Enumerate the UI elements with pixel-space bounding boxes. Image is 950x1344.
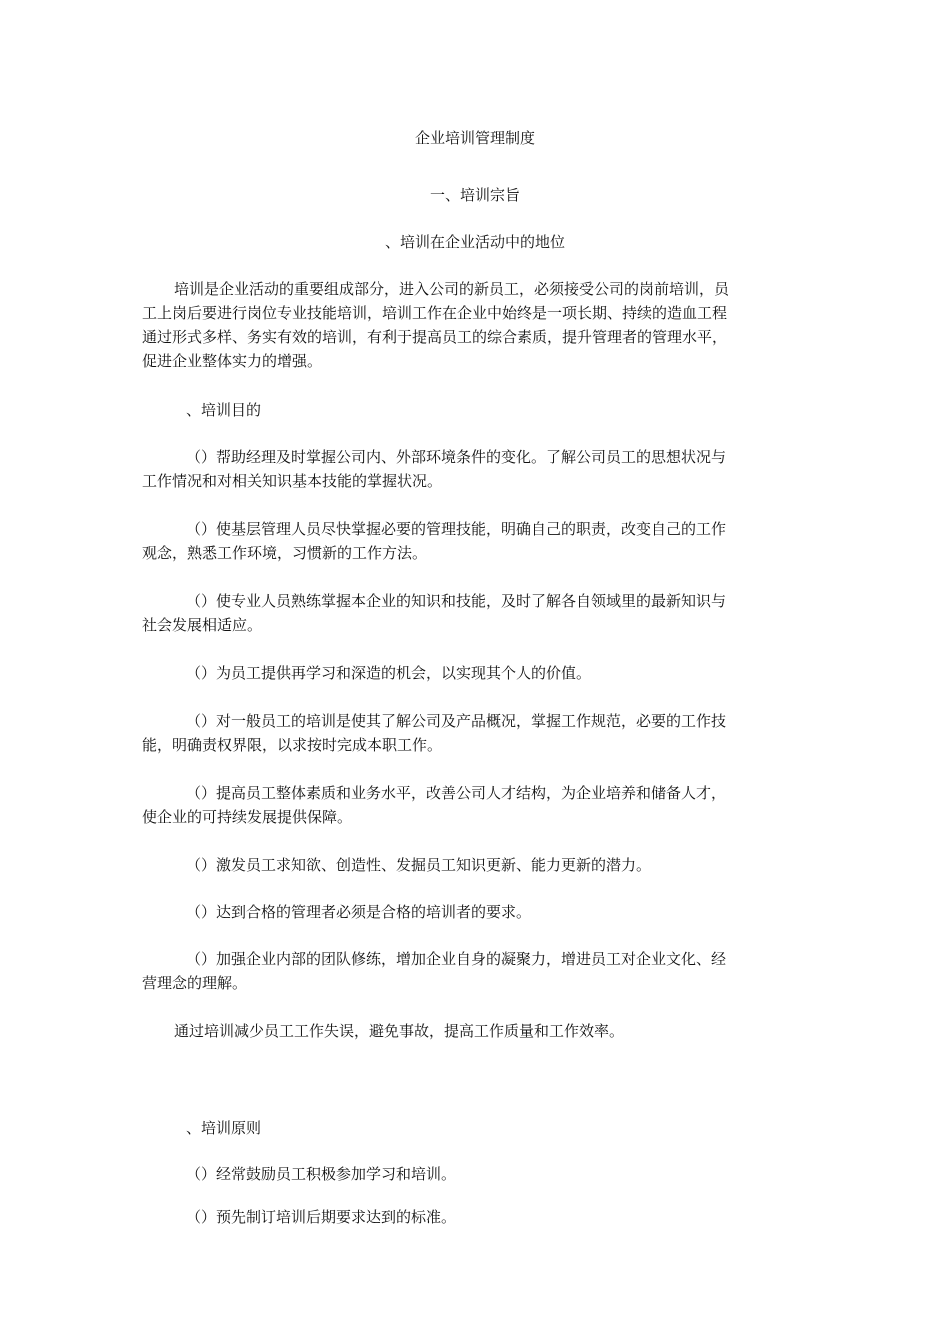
goal-item-line: （）激发员工求知欲、创造性、发掘员工知识更新、能力更新的潜力。	[186, 856, 652, 874]
paragraph-line: 培训是企业活动的重要组成部分，进入公司的新员工，必须接受公司的岗前培训，员	[174, 280, 730, 298]
goal-item	[142, 853, 651, 877]
subsection-heading-status: 、培训在企业活动中的地位	[384, 233, 565, 251]
goal-item-line: 能，明确责权界限，以求按时完成本职工作。	[142, 736, 443, 754]
goal-item-line: 工作情况和对相关知识基本技能的掌握状况。	[142, 472, 443, 490]
principle-item: （）经常鼓励员工积极参加学习和培训。	[186, 1165, 457, 1183]
goal-item	[142, 517, 726, 565]
goal-item	[142, 589, 726, 637]
goal-item-line: （）帮助经理及时掌握公司内、外部环境条件的变化。了解公司员工的思想状况与	[186, 448, 727, 466]
goal-item-line: 营理念的理解。	[142, 974, 248, 992]
principle-item: （）预先制订培训后期要求达到的标准。	[186, 1208, 457, 1226]
goal-item-line: 社会发展相适应。	[142, 616, 263, 634]
goal-item-line: 使企业的可持续发展提供保障。	[142, 808, 353, 826]
document-title: 企业培训管理制度	[414, 129, 535, 147]
goal-item-line: （）使专业人员熟练掌握本企业的知识和技能，及时了解各自领域里的最新知识与	[186, 592, 727, 610]
goal-item-line: （）为员工提供再学习和深造的机会，以实现其个人的价值。	[186, 664, 592, 682]
goal-item-line: （）使基层管理人员尽快掌握必要的管理技能，明确自己的职责，改变自己的工作	[186, 520, 727, 538]
paragraph-line: 促进企业整体实力的增强。	[142, 352, 323, 370]
paragraph-line: 工上岗后要进行岗位专业技能培训，培训工作在企业中始终是一项长期、持续的造血工程	[142, 304, 728, 322]
goals-closing-text: 通过培训减少员工工作失误，避免事故，提高工作质量和工作效率。	[174, 1022, 625, 1040]
goal-item	[142, 709, 726, 757]
goal-item-line: （）达到合格的管理者必须是合格的培训者的要求。	[186, 903, 532, 921]
paragraph-line: 通过形式多样、务实有效的培训，有利于提高员工的综合素质，提升管理者的管理水平，	[142, 328, 728, 346]
goal-item	[142, 947, 726, 995]
goal-item-line: （）提高员工整体素质和业务水平，改善公司人才结构，为企业培养和储备人才，	[186, 784, 727, 802]
goal-item	[142, 781, 726, 829]
subsection-heading-principles: 、培训原则	[186, 1119, 262, 1137]
goal-item	[142, 900, 531, 924]
goal-item-line: （）对一般员工的培训是使其了解公司及产品概况，掌握工作规范，必要的工作技	[186, 712, 727, 730]
goal-item	[142, 445, 726, 493]
paragraph-status	[142, 277, 729, 373]
goal-item-line: 观念，熟悉工作环境，习惯新的工作方法。	[142, 544, 428, 562]
section-heading-training-purpose: 一、培训宗旨	[429, 186, 520, 204]
subsection-heading-goals: 、培训目的	[186, 401, 262, 419]
goal-item	[142, 661, 591, 685]
goal-item-line: （）加强企业内部的团队修练，增加企业自身的凝聚力，增进员工对企业文化、经	[186, 950, 727, 968]
